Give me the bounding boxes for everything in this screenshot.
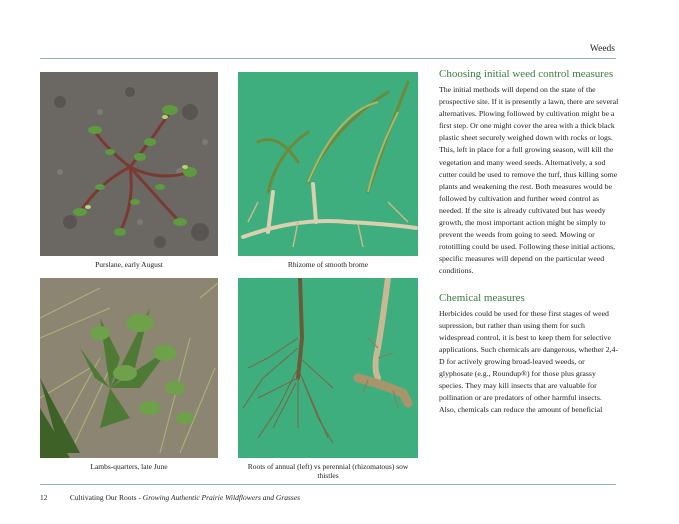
page-number: 12 [40,493,48,502]
photo-lambs-quarters [40,278,218,458]
header-rule [40,58,616,59]
caption-sow-thistle-roots: Roots of annual (left) vs perennial (rhizomatous) sow thistles [247,462,409,480]
caption-lambs-quarters: Lambs-quarters, late June [90,462,168,471]
caption-smooth-brome-rhizome: Rhizome of smooth brome [287,260,369,269]
caption-purslane: Purslane, early August [95,260,163,269]
footer-rule [40,484,616,485]
section-heading-initial-weed-control: Choosing initial weed control measures [439,68,614,80]
series-title: Growing Authentic Prairie Wildflowers and Grasses [142,493,301,502]
running-header: Weeds [589,44,615,54]
page-footer [40,493,300,502]
photo-purslane [40,72,218,256]
footer-separator: - [136,493,143,502]
text-column [439,68,619,416]
photo-sow-thistle-roots [238,278,418,458]
section-body-chemical-measures: Herbicides could be used for these first stages of weed supression, but rather than using them for such widespread control, it is best to keep them for selective applications. Such chemicals are dangerous, whether 2,4-D for actively growing broad-leaved weeds, or glyphosate (e.g., Roundup®) for those plus grassy species. They may kill insects that are valuable for pollination or are predators of other harmful insects. Also, chemicals can reduce the amount of beneficial [439,308,619,415]
book-title: Cultivating Our Roots [69,493,137,502]
section-heading-chemical-measures: Chemical measures [439,291,525,304]
section-body-initial-weed-control: The initial methods will depend on the state of the prospective site. If it is presently a lawn, there are several alternatives. Plowing followed by cultivation might be a first step. Or one might cover the area with a thick black plastic sheet securely weighed down with rocks or logs. This, left in place for a full growing season, will kill the vegetation and many weed seeds. Alternatively, a sod cutter could be used to remove the turf, thus killing some plants and weakening the rest. Both measures would be followed by cultivation and further weed control as needed. If the site is already cultivated but has weedy growth, the most important action might be simply to prevent the weeds from going to seed. Mowing or rototilling could be used. Following these initial actions, specific measures will depend on the particular weed conditions. [439,85,619,276]
photo-smooth-brome-rhizome [238,72,418,256]
